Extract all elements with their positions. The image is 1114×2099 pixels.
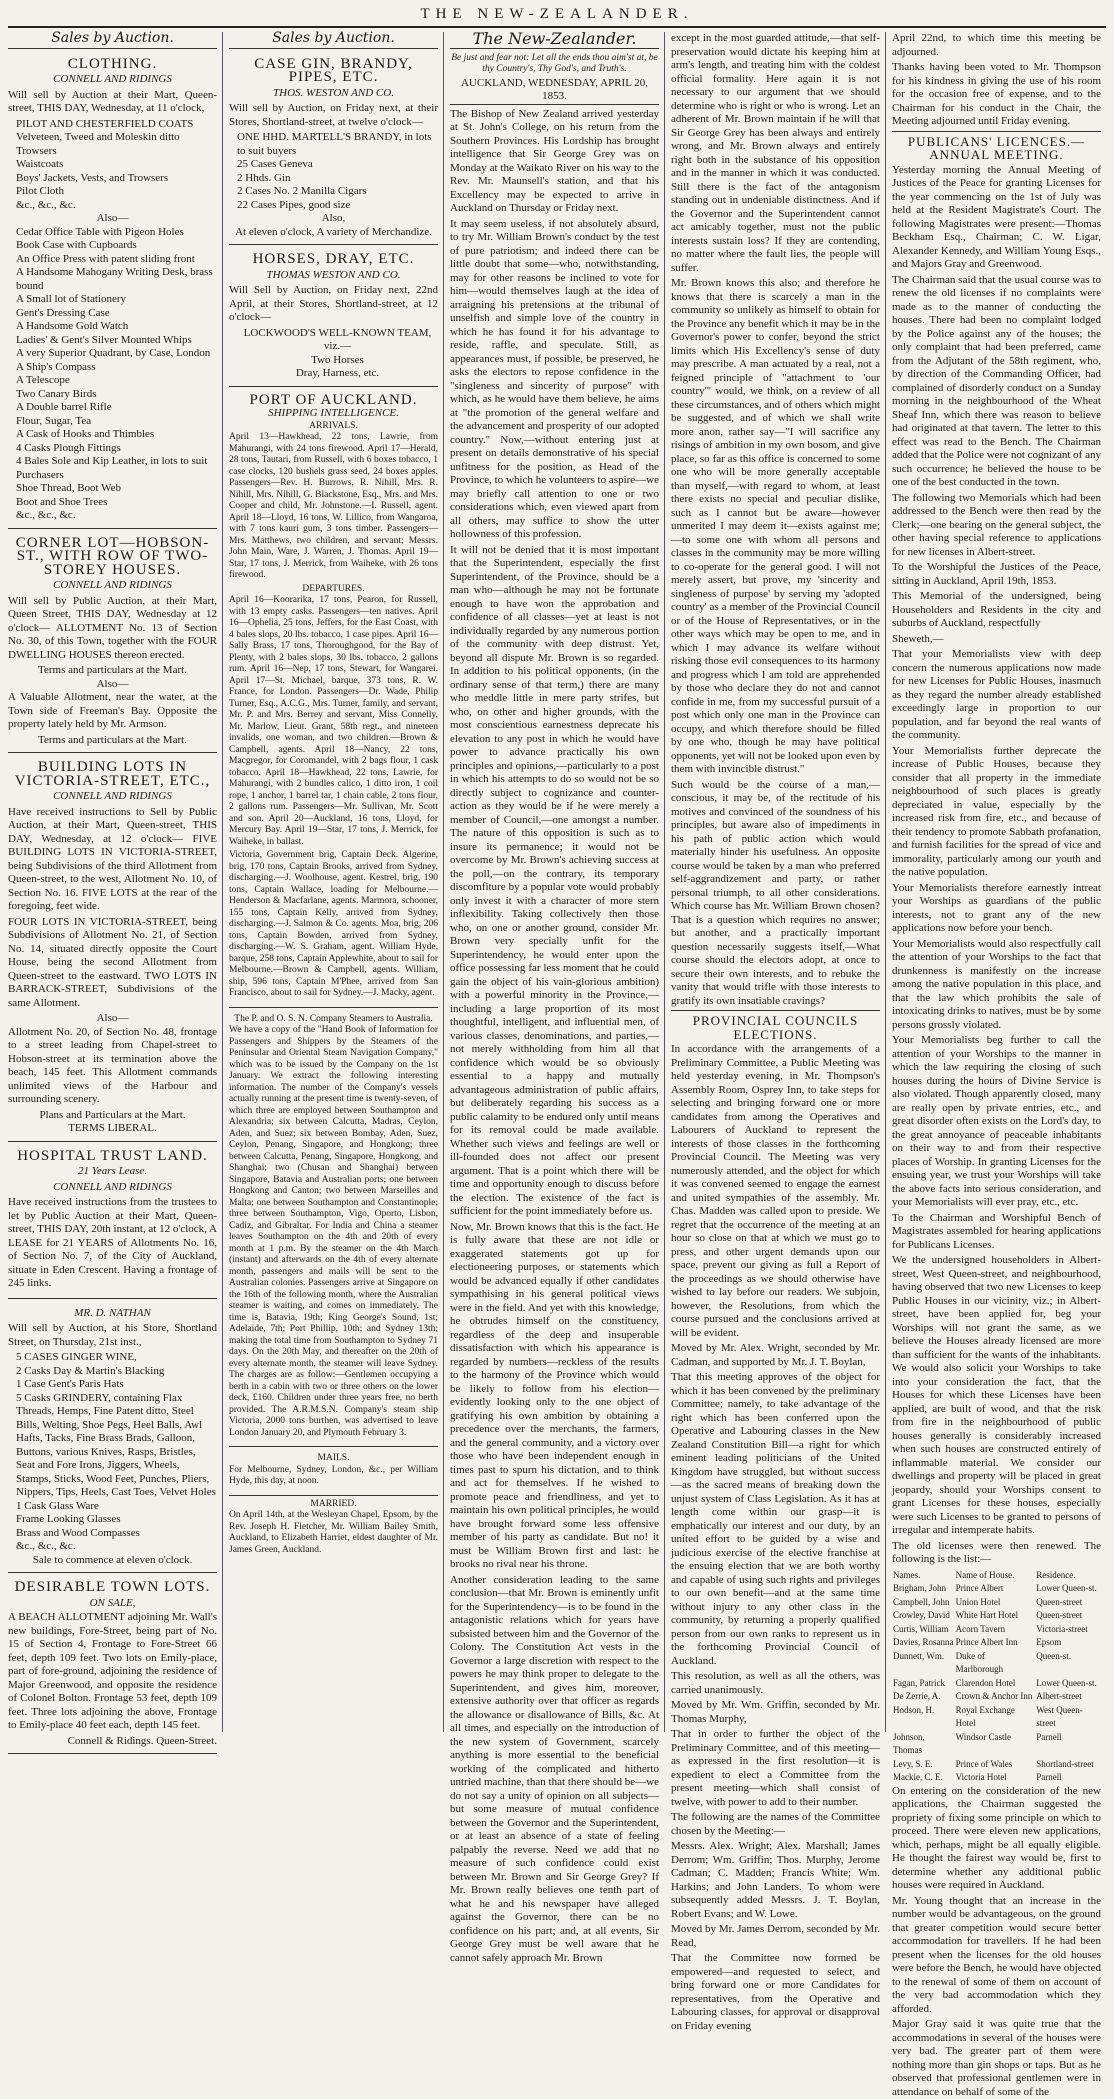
table-cell: Prince of Wales bbox=[955, 1758, 1013, 1769]
table-cell: Queen-street bbox=[1036, 1596, 1083, 1607]
also-label: Also— bbox=[96, 677, 129, 690]
report-paragraph: In accordance with the arrangements of a Preliminary Committee, a Public Meeting was held yesterday evening, in Mr. Thompson's Assembly Room, Osprey Inn, to take steps for selecting and bringing forward one or more candidates from among the Operatives and Labourers of Auckland to represent the interests of those classes in the forthcoming Provincial Council. The Meeting was very numerously attended, and the object for which it was convened seemed to engage the earnest and united sympathies of the assembly. Mr. Chas. Madden was called upon to preside. We regret that the occurrence of the meeting at an hour so close on that at which we must go to press, and other urgent demands upon our space, prevent our giving as full a Report of the proceedings as we should otherwise have wished to lay before our readers. We subjoin, however, the Resolutions, from which the course pursued and the conclusions arrived at will be evident. bbox=[671, 1043, 880, 1339]
table-cell: Prince Albert bbox=[955, 1583, 1004, 1593]
report-paragraph: To the Chairman and Worshipful Bench of Magistrates assembled for hearing applications for Publicans Licenses. bbox=[892, 1211, 1101, 1251]
ad-title: HORSES, DRAY, ETC. bbox=[252, 251, 415, 267]
section-title: PORT OF AUCKLAND. bbox=[249, 391, 418, 408]
editorial-paragraph: Another consideration leading to the same conclusion—that Mr. Brown is eminently unfit for the Superintendency—is to be found in the antagonistic relations which for years have subsisted between him and the Governor of the Colony. The Constitution Act vests in the Governor a large discretion with respect to the powers he may think proper to delegate to the Superintendent, and gives him, moreover, extensive authority over that officer as regards the allowance or disallowance of Bills, &c. At all times, and especially on the introduction of the new system of Government, scarcely anything is more essential to the beneficial working of the complicated and hitherto untried machine, than that there should be—we do not say a unity of opinion on all subjects—but some measure of mutual confidence between the Governor and the Superintendent, or at least an absence of a state of feeling palpably the reverse. Need we add that no measure of such confidence could exist between Mr. Brown and Sir George Grey? If Mr. Brown really believes one tenth part of what he and his newspaper have alleged against the Governor, there can be no confidence on his part; and, at all events, Sir George Grey must be well aware that he cannot safely approach Mr. Brown bbox=[450, 1573, 659, 1964]
item-list bbox=[229, 131, 438, 212]
list-item: Pilot Cloth bbox=[16, 185, 64, 197]
licence-table bbox=[892, 1569, 1101, 1785]
column-5 bbox=[892, 32, 1106, 2098]
terms-text: TERMS LIBERAL. bbox=[68, 1122, 157, 1134]
list-item: A Telescope bbox=[16, 374, 70, 386]
report-paragraph: That this meeting approves of the object for which it has been convened by the preliminary Committee; namely, to take advantage of the right which has been conferred upon the Operative and Labouring classes in the New Zealand Constitution Bill—a right for which eminent leading politicians of the United Kingdom have struggled, but without success—as the sacred means of breaking down the unjust system of Class Legislation. As it has at length come within our grasp—it is emphatically our interest and our duty, by an united effort to be guided by a wise and judicious exercise of the elective franchise at the ensuing election that we are both worthy and capable of using such rights and privileges to our own benefit—and at the same time without injury to any other class in the community, by returning a properly qualified person from our own ranks to represent us in the forthcoming Provincial Council of Auckland. bbox=[671, 1371, 880, 1667]
plans-text: Plans and Particulars at the Mart. bbox=[39, 1108, 186, 1121]
ad-text: A Valuable Allotment, near the water, at the Town side of Freeman's Bay. Opposite the property lately held by Mr. Armson. bbox=[8, 691, 217, 730]
table-cell: Lower Queen-st. bbox=[1036, 1677, 1097, 1688]
table-cell: Curtis, William bbox=[893, 1623, 949, 1634]
list-item: Cedar Office Table with Pigeon Holes bbox=[16, 225, 184, 238]
list-item: 25 Cases Geneva bbox=[237, 158, 313, 170]
list-item: 5 Casks GRINDERY, containing Flax Threads, Hemps, Fine Patent ditto, Steel Bills, Welting, Shoe Pegs, Heel Balls, Awl Hafts, Tacks, Fine Brass Brads, Galloon, Buttons, various Knives, Rasps, Bristles, Seat and Fore Irons, Jiggers, Wheels, Stamps, Sticks, Wood Feet, Punches, Pliers, Nippers, Tips, Heels, Cast Toes, Velvet Holes bbox=[16, 1391, 216, 1498]
auctioneer-name: THOS. WESTON AND CO. bbox=[273, 86, 394, 99]
vessels-in-harbour-text: Victoria, Government brig, Captain Deck. Algerine, brig, 170 tons, Captain Brooks, arrived from Sydney, discharging.—J. Woolhouse, agent. Kestrel, brig, 190 tons, Captain Wallace, loading for Melbourne.—Henderson & Macfarlane, agents. Marmora, schooner, 155 tons, Captain Kelly, arrived from Sydney, discharging.—J. Salmon & Co. agents. Moa, brig, 206 tons, Captain Bowden, arrived from Sydney, discharging.—W. S. Graham, agent. William Hyde, barque, 258 tons, Captain Applewhite, about to sail for Melbourne.—Brown & Campbell, agents. William, ship, 596 tons, Captain M'Phee, arrived from San Francisco, about to sail for Sydney.—J. Macky, agent. bbox=[229, 850, 438, 998]
table-row bbox=[892, 1704, 1101, 1731]
list-item: Two Canary Birds bbox=[16, 387, 97, 400]
table-cell: Windsor Castle bbox=[955, 1731, 1012, 1742]
report-paragraph: Major Gray said it was quite true that the accommodations in several of the houses were very bad. The greater part of them were nothing more than gin shops or taps. But as he observed that professional gentlemen were in attendance on behalf of some of the bbox=[892, 2018, 1101, 2098]
list-item: &c., &c., &c. bbox=[16, 1540, 76, 1552]
ad-footer: Sale to commence at eleven o'clock. bbox=[32, 1553, 193, 1566]
table-cell: Royal Exchange Hotel bbox=[955, 1704, 1015, 1728]
table-cell: Parnell bbox=[1036, 1731, 1062, 1742]
ad-gin-brandy bbox=[229, 53, 438, 246]
list-item: 5 CASES GINGER WINE, bbox=[16, 1351, 137, 1363]
table-cell: Lower Queen-st. bbox=[1036, 1583, 1097, 1593]
item-list bbox=[8, 226, 217, 523]
table-header-row bbox=[892, 1569, 1101, 1583]
item-list bbox=[8, 1351, 217, 1554]
report-paragraph: Yesterday morning the Annual Meeting of Justices of the Peace for granting Licenses for the year commencing on the 1st of July was held at the Resident Magistrate's Court. The following Magistrates were present:—Thomas Beckham Esq., Chairman; C. W. Ligar, Alexander Kennedy, and William Young Esqs., and Majors Gray and Greenwood. bbox=[892, 163, 1101, 270]
table-row bbox=[892, 1758, 1101, 1772]
list-item: LOCKWOOD'S WELL-KNOWN TEAM, viz.— bbox=[243, 326, 432, 352]
report-paragraph: April 22nd, to which time this meeting be adjourned. bbox=[892, 32, 1101, 58]
list-item: 2 Casks Day & Martin's Blacking bbox=[16, 1364, 165, 1377]
table-header: Names. bbox=[893, 1569, 921, 1580]
table-row bbox=[892, 1771, 1101, 1785]
motto: Be just and fear not: Let all the ends thou aim'st at, be thy Country's, Thy God's, and Truth's. bbox=[451, 52, 658, 74]
list-item: An Office Press with patent sliding front bbox=[16, 252, 195, 265]
table-cell: Union Hotel bbox=[955, 1596, 1001, 1607]
table-cell: Duke of Marlborough bbox=[955, 1650, 1004, 1674]
table-cell: White Hart Hotel bbox=[955, 1610, 1019, 1620]
report-paragraph: The following are the names of the Committee chosen by the Meeting:— bbox=[671, 1811, 880, 1837]
report-paragraph: That your Memorialists view with deep concern the numerous applications now made for new Licenses for Public Houses, inasmuch as they regard the number already established exceedingly large in proportion to our population, and far beyond the real wants of the community. bbox=[892, 648, 1101, 741]
editorial-paragraph: The Bishop of New Zealand arrived yesterday at St. John's College, on his return from the Southern Provinces. His Lordship has brought intelligence that Sir George Grey was on Monday at the Waikato River on his way to the Rev. Mr. Maunsell's station, and that his Excellency may be expected to arrive in Auckland on Thursday or Friday next. bbox=[450, 107, 659, 214]
list-item: &c., &c., &c. bbox=[16, 509, 76, 521]
table-header: Residence. bbox=[1036, 1569, 1076, 1580]
table-cell: Victoria-street bbox=[1036, 1623, 1088, 1634]
report-paragraph: Your Memorialists therefore earnestly intreat your Worships as guardians of the public interests, not to grant any of the new applications now before your bench. bbox=[892, 881, 1101, 934]
table-cell: Queen-st. bbox=[1036, 1650, 1072, 1661]
ad-text: Have received instructions from the trustees to let by Public Auction at their Mart, Queen-street, THIS DAY, 20th instant, at 12 o'clock, A LEASE for 21 YEARS of Allotments No. 16, of Section No. 7, of the City of Auckland, situate in Eden Crescent. Having a frontage of 245 links. bbox=[8, 1196, 217, 1289]
report-paragraph: That in order to further the object of the Preliminary Committee, and of this meeting—as expressed in the first resolution—it is expedient to elect a Committee from the present meeting—which shall consist of twelve, with power to add to their number. bbox=[671, 1728, 880, 1808]
notice-text: On April 14th, at the Wesleyan Chapel, Epsom, by the Rev. Joseph H. Fletcher, Mr. William Bailey Smith, Auckland, to Elizabeth Harriet, eldest daughter of Mr. James Green, Auckland. bbox=[229, 1510, 438, 1555]
ad-subtitle: 21 Years Lease. bbox=[78, 1165, 147, 1177]
column-2 bbox=[229, 32, 444, 1732]
table-row bbox=[892, 1731, 1101, 1758]
list-item: Frame Looking Glasses bbox=[16, 1513, 121, 1525]
ad-text: Will sell by Auction, at his Store, Shortland Street, on Thursday, 21st inst., bbox=[8, 1322, 217, 1348]
table-row bbox=[892, 1650, 1101, 1677]
table-cell: Davies, Rosanna bbox=[893, 1637, 954, 1647]
departures-heading: DEPARTURES. bbox=[302, 583, 365, 594]
list-item: Ladies' & Gent's Silver Mounted Whips bbox=[16, 333, 192, 346]
columns bbox=[8, 29, 1106, 2098]
nameplate: The New-Zealander. bbox=[450, 32, 659, 49]
also-label: Also, bbox=[321, 212, 346, 224]
report-paragraph: The following two Memorials which had been addressed to the Bench were then read by the Clerk;—one bearing on the general subject, the other having special reference to applications for new licenses in Albert-street. bbox=[892, 491, 1101, 558]
ad-text: Allotment No. 20, of Section No. 48, frontage to a street leading from Chapel-street to Hobson-street at its termination above the beach, 145 feet. This Allotment commands unlimited views of the Harbour and surrounding scenery. bbox=[8, 1025, 217, 1105]
list-item: 4 Bales Sole and Kip Leather, in lots to suit Purchasers bbox=[16, 455, 208, 481]
report-paragraph: This resolution, as well as all the others, was carried unanimously. bbox=[671, 1670, 880, 1696]
terms-text: Terms and particulars at the Mart. bbox=[38, 664, 187, 676]
auctioneer-name: CONNELL AND RIDINGS bbox=[53, 1180, 172, 1193]
ad-town-lots bbox=[8, 1576, 217, 1754]
list-item: PILOT AND CHESTERFIELD COATS bbox=[16, 117, 194, 130]
list-item: A Cask of Hooks and Thimbles bbox=[16, 428, 155, 440]
table-row bbox=[892, 1623, 1101, 1637]
auctioneer-name: CONNELL AND RIDINGS bbox=[53, 73, 172, 85]
table-cell: Campbell, John bbox=[893, 1596, 950, 1607]
table-cell: Johnson, Thomas bbox=[893, 1731, 925, 1755]
report-paragraph: Moved by Mr. James Derrom, seconded by Mr. Read, bbox=[671, 1923, 880, 1949]
list-item: Two Horses bbox=[311, 353, 364, 366]
table-row bbox=[892, 1690, 1101, 1704]
list-item: Velveteen, Tweed and Moleskin ditto bbox=[16, 131, 180, 143]
report-paragraph: Your Memorialists further deprecate the increase of Public Houses, because they consider that all property in the immediate neighbourhood of such places is greatly depreciated in value, especially by the increased risk from fire, etc., and because of their tendency to promote Sabbath profanation, and furnish facilities for the spread of vice and immorality, particularly among our youth and the native population. bbox=[892, 744, 1101, 878]
ad-title: CORNER LOT—HOBSON-ST., WITH ROW OF TWO-STOREY HOUSES. bbox=[15, 534, 210, 578]
table-cell: Crowley, David bbox=[893, 1610, 950, 1620]
ad-corner-lot bbox=[8, 532, 217, 754]
table-row bbox=[892, 1609, 1101, 1623]
report-paragraph: To the Worshipful the Justices of the Peace, sitting in Auckland, April 19th, 1853. bbox=[892, 561, 1101, 587]
list-item: Dray, Harness, etc. bbox=[295, 367, 380, 379]
table-cell: Crown & Anchor Inn bbox=[955, 1691, 1033, 1701]
list-item: Boys' Jackets, Vests, and Trowsers bbox=[16, 171, 169, 184]
ad-signature: Connell & Ridings. Queen-Street. bbox=[67, 1734, 217, 1747]
list-item: A Handsome Gold Watch bbox=[16, 320, 129, 332]
list-item: 2 Hhds. Gin bbox=[237, 171, 291, 184]
list-item: &c., &c., &c. bbox=[16, 198, 76, 211]
table-cell: Shortland-street bbox=[1036, 1758, 1094, 1769]
item-list bbox=[229, 327, 438, 381]
report-paragraph: Thanks having been voted to Mr. Thompson for his kindness in giving the use of his room for the occasion free of expense, and to the Chairman for his conduct in the Chair, the Meeting adjourned until Friday evening. bbox=[892, 61, 1101, 127]
ad-text: Will sell by Public Auction, at their Mart, Queen Street, THIS DAY, Wednesday at 12 o'clock— ALLOTMENT No. 13 of Section No. 30, of this Town, together with the FOUR DWELLING HOUSES thereon erected. bbox=[8, 594, 217, 661]
table-cell: Victoria Hotel bbox=[955, 1772, 1007, 1782]
auctioneer-name: CONNELL AND RIDINGS bbox=[53, 579, 172, 591]
list-item: A very Superior Quadrant, by Case, London bbox=[16, 347, 211, 359]
editorial-paragraph: Now, Mr. Brown knows that this is the fact. He is fully aware that these are not idle or exaggerated statements got up for electioneering purposes, or statements which would be advanced equally if other candidates sympathising in his general political views were in the field. And yet with this knowledge, he obtrudes himself on the constituency, regardless of the deep and insuperable dissatisfaction with which his appearance is regarded by numbers—reckless of the results to the harmony of the Province which would be likely to follow from his election—evidently looking only to the one object of gratifying his own ambition by obtaining a precedence over the merchants, the farmers, and the general community, and a victory over those who have been independent enough in times past to spurn his dictation, and to think and act for themselves. If he wished to promote peace and friendliness, and yet to maintain his own political principles, he would have brought forward some less offensive member of his party as candidate. But no! it must be William Brown first and last: he brooks no rival near his throne. bbox=[450, 1220, 659, 1570]
report-paragraph: Moved by Mr. Alex. Wright, seconded by Mr. Cadman, and supported by Mr. J. T. Boylan, bbox=[671, 1342, 880, 1368]
also-label: Also— bbox=[96, 1012, 129, 1024]
table-cell: Queen-street bbox=[1036, 1610, 1083, 1620]
editorial-paragraph: It will not be denied that it is most important that the Superintendent, especially the first Superintendent, of the Province, should be a man who—although he may not be fortunate enough to have won the approbation and confidence of all classes—yet at least is not individually regarded by any numerous portion of the community with deep distrust. Yet, beyond all dispute Mr. Brown is so regarded. In addition to his political opponents, (in the ordinary sense of that term,) there are many who meddle little in mere party strifes, but who, on other and higher grounds, with the most conscientious earnestness deprecate his elevation to any post in which he would have power to advance practically his own principles and opinions,—particularly to a post in which his attempts to do so would not be so directly subject to cognizance and counter-action as they would be if he were merely a member of Council,—one amongst a number. The nature of this opposition is such as to insure its permanence; it would not be overcome by Mr. Brown's achieving success at the poll,—on the contrary, its temporary discomfiture by a popular vote would probably only invest it with a character of more stern inflexibility. Taking collectively then those who, on one or another ground, consider Mr. Brown very specially unfit for the Superintendency, he would enter upon the office possessing far less moment that he could gain the object of his vain-glorious ambition) with a powerful minority in the Province,—including a large proportion of its most thoughtful, intelligent, and influential men, of various classes, denominations, and parties,—not merely withholding from him all that confidence which would be so obviously essential to a happy and mutually advantageous administration of public affairs, but deliberately regarding his success as a public calamity to be endured only until means for its removal could be made available. Whether such views and feelings are well or ill-founded does not affect our present argument. That is a point which there will be time and opportunity enough to discuss before the election. The existence of the fact is sufficient for the point immediately before us. bbox=[450, 543, 659, 1217]
list-item: Shoe Thread, Boot Web bbox=[16, 482, 122, 494]
auctioneer-name: MR. D. NATHAN bbox=[74, 1306, 151, 1319]
table-cell: Clarendon Hotel bbox=[955, 1677, 1016, 1688]
auctioneer-name: CONNELL AND RIDINGS bbox=[53, 790, 172, 802]
list-item: Trowsers bbox=[16, 144, 57, 157]
notice-text: For Melbourne, Sydney, London, &c., per William Hyde, this day, at noon. bbox=[229, 1464, 438, 1486]
list-item: Boot and Shoe Trees bbox=[16, 495, 108, 508]
editorial-paragraph: Mr. Brown knows this also; and therefore he knows that there is scarcely a man in the community so unlikely as himself to obtain for the Province any benefit which it may be in the Governor's power to confer, beyond the strict limits which His Excellency's sense of duty may prescribe. A man actuated by a real, not a feigned principle of "attachment to 'our country'" would, we think, on a review of all these circumstances, and of others which might be suggested, and of which we shall write more anon, rather say—"I will sacrifice any risings of ambition in my own bosom, and give place, so far as this office is concerned to some one who will be more generally acceptable than myself,—with regard to whom, at least there exists no special and peculiar dislike, such as I cannot but be aware—however unmerited I may deem it—exists against me; —to some one with whom all persons and classes in the community may be more willing to co-operate for the general good. I will not merely assert, but prove, my 'sincerity and singleness of purpose' by serving my 'adopted country' as a member of the Provincial Council or of the House of Representatives, or in the other ways which may be open to me, and in which I may advance its welfare without risking those evil consequences to its harmony and progress which I am told are apprehended by those who declare they do not and cannot confide in me, from my successful pursuit of a post which only one man in the Province can occupy, and which therefore should be filled by one who, though he may have political opponents, yet will not be looked upon even by them with invincible distrust." bbox=[671, 277, 880, 775]
departures-text: April 16—Koorarika, 17 tons, Pearon, for Russell, with 13 empty casks. Passengers—ten natives. April 16—Ophelia, 25 tons, Jeffers, for the East Coast, with 4 bales slops, 20 lbs. tobacco, 1 case pipes. April 16—Sally Brass, 17 tons, Thoroughgood, for the Bay of Plenty, with 2 bales slops, 30 lbs. tobacco, 2 gallons rum. April 16—Nep, 17 tons, Stewart, for Wangarei. April 17—St. Michael, barque, 373 tons, R. W. France, for London. Passengers—Dr. Wade, Philip Turner, Esq., A.C.G., Mrs. Turner, family, and servant, Mr. P. and Mrs. Berrey and servant, Miss Connelly, Mr. Marlow, Lieut. Grant, 58th regt., and nineteen invalids, one woman, and two children.—Brown & Campbell, agents. April 18—Nancy, 22 tons, Macgregor, for Coromandel, with 2 bags flour, 1 cask tobacco. April 18—Hawkhead, 22 tons, Lawrie, for Mahurangi, with 2 bundles calico, 1 ditto iron, 1 coil rope, 1 anchor, 1 barrel tar, 1 chain cable, 2 tons flour, 2 gallons rum. Passengers—Mr. Sullivan, Mr. Scott and son. April 20—Auckland, 16 tons, Lloyd, for Mercury Bay. April 19—Star, 17 tons, J. Merrick, for Waiheke, in ballast. bbox=[229, 595, 438, 847]
table-header: Name of House. bbox=[955, 1569, 1015, 1580]
ad-title: CASE GIN, BRANDY, PIPES, ETC. bbox=[254, 55, 413, 85]
table-row bbox=[892, 1582, 1101, 1596]
table-cell: Mackie, C. E. bbox=[893, 1772, 943, 1782]
table-cell: Dunnett, Wm. bbox=[893, 1650, 945, 1661]
ad-text: A BEACH ALLOTMENT adjoining Mr. Wall's new buildings, Fore-Street, being part of No. 15 of Section 4, Frontage to Fore-Street 66 feet, depth 109 feet. Two lots on Emily-place, part of fore-ground, adjoining the residence of Major Greenwood, and opposite the residence of Colonel Bolton. Frontage 53 feet, depth 109 feet. Three lots adjoining the above, Frontage to Emily-place 40 feet each, depth 145 feet. bbox=[8, 1611, 217, 1731]
section-title: PROVINCIAL COUNCILS ELECTIONS. bbox=[671, 1010, 880, 1041]
article-title: The P. and O. S. N. Company Steamers to Australia. bbox=[234, 1013, 433, 1024]
ad-title: CLOTHING. bbox=[67, 55, 158, 72]
table-cell: De Zerrie, A. bbox=[893, 1691, 941, 1701]
terms-text: Terms and particulars at the Mart. bbox=[38, 733, 187, 746]
arrivals-text: April 13—Hawkhead, 22 tons, Lawrie, from Mahurangi, with 24 tons firewood. April 17—Herald, 28 tons, Tautari, from Russell, with 6 boxes tobacco, 1 case clocks, 120 bushels grass seed, 24 boxes apples. Passengers—Rev. H. Burrows, R. Nihill, Mrs. R. Nihill, Mrs. Nihill, G. Blackstone, Esq., Mrs. and Mrs. Cooper and child, Mr. Johnstone.—I. Russell, agent. April 18—Lloyd, 16 tons, W. Lillico, from Wangaroa, with 7 tons kauri gum, 3 tons timber. Passengers—Mrs. Matthews, two children, and servant; Messrs. John Main, Ware, J. Warren, J. Thomas. April 19—Star, 17 tons, J. Merrick, from Waiheke, with 26 tons firewood. bbox=[229, 432, 438, 580]
column-4 bbox=[671, 32, 886, 2032]
ad-horses bbox=[229, 248, 438, 387]
list-item: Waistcoats bbox=[16, 158, 64, 170]
list-item: 1 Case Gent's Paris Hats bbox=[16, 1378, 124, 1390]
editorial-paragraph: It may seem useless, if not absolutely absurd, to try Mr. William Brown's conduct by the test of pure patriotism; and indeed there can be little doubt that some—who, notwithstanding, may for other reasons be inclined to vote for him—would themselves laugh at the idea of arraigning his pretensions at the tribunal of unselfish and simple love of the country in which he has found it for his advantage to reside, raffle, and speculate. Still, as appearances must, if possible, be preserved, he asks the electors to repose confidence in the "singleness and sincerity of purpose" with which, as he would have them believe, he aims at "the promotion of the general welfare and the advancement and prosperity of our adopted country." Now,—without entering just at present on details demonstrative of his special unfitness for the position, as Head of the Province, to which he volunteers to aspire—we may briefly call attention to one or two considerations which, even viewed apart from all others, may suffice to show the utter hollowness of this profession. bbox=[450, 217, 659, 540]
report-paragraph: On entering on the consideration of the new applications, the Chairman suggested the propriety of fixing some principle on which to proceed. There were eleven new applications, which, perhaps, might be all equally eligible. He thought the fairest way would be, first to determine whether any additional public houses were required in Auckland. bbox=[892, 1784, 1101, 1891]
list-item: Flour, Sugar, Tea bbox=[16, 414, 92, 427]
table-row bbox=[892, 1636, 1101, 1650]
section-title: MARRIED. bbox=[310, 1498, 357, 1509]
section-subtitle: SHIPPING INTELLIGENCE. bbox=[268, 407, 399, 419]
table-cell: Albert-street bbox=[1036, 1691, 1082, 1701]
column-1 bbox=[8, 30, 223, 1747]
table-cell: Hodson, H. bbox=[893, 1704, 935, 1715]
list-item: A Handsome Mahogany Writing Desk, brass bound bbox=[16, 266, 213, 292]
list-item: 22 Cases Pipes, good size bbox=[237, 198, 351, 211]
table-row bbox=[892, 1677, 1101, 1691]
auctioneer-name: THOMAS WESTON AND CO. bbox=[266, 268, 401, 281]
ad-subtitle: ON SALE, bbox=[89, 1596, 136, 1609]
dateline: AUCKLAND, WEDNESDAY, APRIL 20, 1853. bbox=[450, 77, 659, 105]
ad-text: Have received instructions to Sell by Public Auction, at their Mart, Queen-street, THIS DAY, Wednesday, at 12 o'clock— FIVE BUILDING LOTS IN VICTORIA-STREET, being Subdivisions of the third Allotment from Queen-street, to the west, Allotment No. 10, of Section No. 16. FIVE LOTS at the rear of the foregoing, feet wide. bbox=[8, 805, 217, 912]
list-item: 4 Casks Plough Fittings bbox=[16, 441, 121, 454]
table-cell: Parnell bbox=[1036, 1772, 1062, 1782]
report-paragraph: Moved by Mr. Wm. Griffin, seconded by Mr. Thomas Murphy, bbox=[671, 1699, 880, 1725]
also-label: Also— bbox=[96, 212, 129, 224]
shipping-intelligence bbox=[229, 390, 438, 1008]
ad-text: Will sell by Auction at their Mart, Queen-street, THIS DAY, Wednesday, at 11 o'clock, bbox=[8, 88, 217, 114]
table-cell: Fagan, Patrick bbox=[893, 1677, 945, 1688]
steamers-article bbox=[229, 1011, 438, 1448]
ad-footer: At eleven o'clock, A variety of Merchandize. bbox=[235, 225, 432, 238]
column-header: Sales by Auction. bbox=[8, 32, 217, 49]
table-cell: Acorn Tavern bbox=[955, 1623, 1006, 1634]
ad-title: BUILDING LOTS IN VICTORIA-STREET, ETC., bbox=[14, 759, 211, 789]
ad-text: FOUR LOTS IN VICTORIA-STREET, being Subdivisions of Allotment No. 21, of Section No. 14, situated directly opposite the Court House, being the second Allotment from Queen-street to the eastward. TWO LOTS IN BARRACK-STREET, Subdivisions of the same Allotment. bbox=[8, 915, 217, 1009]
list-item: ONE HHD. MARTELL'S BRANDY, in lots to suit buyers bbox=[237, 131, 432, 157]
masthead: THE NEW-ZEALANDER. bbox=[8, 4, 1106, 28]
ad-text: Will sell by Auction, on Friday next, at their Stores, Shortland-street, at twelve o'clock— bbox=[229, 102, 438, 128]
report-paragraph: Your Memorialists would also respectfully call the attention of your Worships to the fact that drunkenness is manifestly on the increase among the native population in this place, and that the law which prohibits the sale of intoxicating drinks to natives, must be by some persons grossly violated. bbox=[892, 937, 1101, 1031]
ad-building-lots bbox=[8, 756, 217, 1142]
table-cell: West Queen-street bbox=[1036, 1704, 1083, 1728]
list-item: A Small lot of Stationery bbox=[16, 293, 126, 305]
editorial-paragraph: except in the most guarded attitude,—that self-preservation would dictate his keeping him at arm's length, and treating him with the coldest official formality. Here again it is not necessary to our argument that we should determine who is right or who is wrong. Let an adherent of Mr. Brown maintain if he will that Sir George Grey has been always and entirely wrong, and Mr. Brown always and entirely right both in the substance of his opposition and in the manner in which it was conducted. Still there is the fact of the antagonism standing out in undeniable distinctness. And if the Governor and the Superintendent cannot act amicably together, must not the public interests sustain loss? If they are contending, no matter where the fault lies, the people will suffer. bbox=[671, 32, 880, 274]
arrivals-heading: ARRIVALS. bbox=[309, 420, 358, 431]
list-item: A Double barrel Rifle bbox=[16, 401, 112, 413]
list-item: 2 Cases No. 2 Manilla Cigars bbox=[237, 185, 367, 197]
table-cell: Levy, S. E. bbox=[893, 1758, 933, 1769]
report-paragraph: We the undersigned householders in Albert-street, West Queen-street, and neighbourhood, having observed that two new Licenses to keep Public Houses in our vicinity, viz.; in Albert-street, have been applied for, beg your Worships will not grant the same, as we believe the Houses already licensed are more than sufficient for the wants of the inhabitants. We would also solicit your Worships to take into your consideration the fact, that the Houses for which these Licenses have been applied, are built of wood, and that the risk from fire in the neighbourhood of public houses generally is considerably increased when such houses are constructed entirely of inflammable material. We consider our dwellings and property will be placed in great jeopardy, should your Worships consent to grant Licenses for these houses, especially were such Licenses to be granted to persons of irregular and intemperate habits. bbox=[892, 1254, 1101, 1536]
list-item: Brass and Wood Compasses bbox=[16, 1526, 140, 1539]
ad-nathan bbox=[8, 1302, 217, 1574]
report-paragraph: The Chairman said that the usual course was to renew the old licenses if no complaints were made as to the manner of conducting the houses. There had been no complaint lodged by the Police against any of the houses; the only complaint that had been preferred, came from the Adjutant of the 58th regiment, who, by direction of the Commanding Officer, had complained of disorderly conduct on a Sunday morning in the neighbourhood of the Wheat Sheaf Inn, which there was reason to believe had originated at that tavern. The letter to this effect was read to the Bench. The Chairman added that the Police were not cognizant of any such occurrence; he believed the house to be one of the best conducted in the town. bbox=[892, 273, 1101, 488]
column-header: Sales by Auction. bbox=[229, 32, 438, 49]
report-paragraph: This Memorial of the undersigned, being Householders and Residents in the city and suburbs of Auckland, respectfully bbox=[892, 590, 1101, 629]
table-cell: Prince Albert Inn bbox=[955, 1637, 1018, 1647]
ad-title: HOSPITAL TRUST LAND. bbox=[17, 1147, 208, 1164]
table-row bbox=[892, 1596, 1101, 1610]
ad-text: Will Sell by Auction, on Friday next, 22nd April, at their Stores, Shortland-street, at 12 o'clock— bbox=[229, 284, 438, 323]
ad-hospital-land bbox=[8, 1145, 217, 1299]
editorial-paragraph: Such would be the course of a man,—conscious, it may be, of the rectitude of his motives and convinced of the soundness of his principles, but aware also of impediments in his path of public action which would materially hinder his usefulness. An opposite course would be taken by a man who preferred self-aggrandizement and party, or rather personal triumph, to all other considerations. Which course has Mr. William Brown chosen? That is a question which requires no answer; but another, and a practically important question necessarily suggests itself,—What course should the electors adopt, at once to secure their own interests, and to rebuke the vanity that would trifle with those interests to gratify its own insatiable cravings? bbox=[671, 778, 880, 1007]
item-list bbox=[8, 118, 217, 213]
article-text: We have a copy of the "Hand Book of Information for Passengers and Shippers by the Steamers of the Peninsular and Oriental Steam Navigation Company," which was to be issued by the Company on the 1st January. We extract the following interesting information. The number of the Company's vessels actually running at the present time is twenty-seven, of which three are employed between Southampton and Alexandria; six between Calcutta, Madras, Ceylon, Aden, and Suez; six between Bombay, Aden, Suez, Ceylon, Penang, Singapore, and Hongkong; three between Calcutta, Penang, Singapore, Hongkong, and Shanghai; two (Chusan and Shanghai) between Singapore, Batavia and Australian ports; one between Hongkong and Canton; two between Marseilles and Malta; one between Southampton and Constantinople; three between Southampton, Vigo, Oporto, Lisbon, Cadiz, and Gibraltar. For India and China a steamer leaves Southampton on the 4th and 20th of every month at 1 p.m. By the steamer on the 4th March (instant) and afterwards on the 4th of every alternate month, passengers and mails will be sent to the Australian colonies. Passengers arrive at Singapore on the 16th of the following month, where the Australian steamer is waiting, and comes on immediately. The time is, Batavia, 19th; King George's Sound, 1st; Adelaide, 7th; Port Phillip, 10th; and Sydney 13th; making the total time from Southampton to Sydney 71 days. On the 20th May, and thereafter on the 20th of every alternate month, the steamer will leave Sydney. The charges are as follow:—Gentlemen occupying a berth in a cabin with two or three others on the lower deck, £160. Children under three years free, no berth provided. The A.R.M.S.N. Company's steam ship Victoria, 2000 tons burthen, was advertised to leave London January 20, and Plymouth February 3. bbox=[229, 1025, 438, 1438]
list-item: 1 Cask Glass Ware bbox=[16, 1499, 99, 1512]
report-paragraph: The old licenses were then renewed. The following is the list:— bbox=[892, 1539, 1101, 1565]
report-paragraph: Sheweth,— bbox=[892, 632, 944, 645]
report-paragraph: Mr. Young thought that an increase in the number would be advantageous, on the ground that greater competition would secure better accommodation for travellers. If he had been present when the licenses for the old houses were before the Bench, he would have objected to the renewal of some of them on account of the very bad accommodation which they afforded. bbox=[892, 1894, 1101, 2015]
married-notice bbox=[229, 1499, 438, 1557]
ad-clothing bbox=[8, 53, 217, 529]
section-title: PUBLICANS' LICENCES.—ANNUAL MEETING. bbox=[892, 131, 1101, 162]
table-cell: Brigham, John bbox=[893, 1583, 946, 1593]
list-item: A Ship's Compass bbox=[16, 360, 96, 373]
list-item: Gent's Dressing Case bbox=[16, 306, 110, 319]
mails-notice bbox=[229, 1450, 438, 1496]
ad-title: DESIRABLE TOWN LOTS. bbox=[14, 1579, 211, 1595]
report-paragraph: Your Memorialists beg further to call the attention of your Worships to the manner in which the law requiring the closing of such houses during the hours of Divine Service is also violated. Though apparently closed, many are really open by private entries, etc., and great disorder often exists on the Lord's day, to the great annoyance of peaceable inhabitants on their way to and from their respective places of Worship. In granting Licenses for the ensuing year, we trust your Worships will take the above facts into serious consideration, and your Memorialists will ever pray, etc., etc. bbox=[892, 1034, 1101, 1208]
table-cell: Epsom bbox=[1036, 1637, 1062, 1647]
column-3 bbox=[450, 29, 665, 1964]
list-item: Book Case with Cupboards bbox=[16, 239, 137, 251]
report-paragraph: That the Committee now formed be empowered—and requested to select, and bring forward one or more Candidates for representatives, from the Operative and Labouring classes, for approval or disapproval on Friday evening bbox=[671, 1952, 880, 2032]
section-title: MAILS. bbox=[317, 1453, 350, 1463]
report-paragraph: Messrs. Alex. Wright; Alex. Marshall; James Derrom; Wm. Griffin; Thos. Murphy, Jerome Cadman; C. Madden; Francis White; Wm. Harkins; and John Landers. To whom were subsequently added Messrs. J. T. Boylan, Robert Evans; and W. Lowe. bbox=[671, 1840, 880, 1920]
